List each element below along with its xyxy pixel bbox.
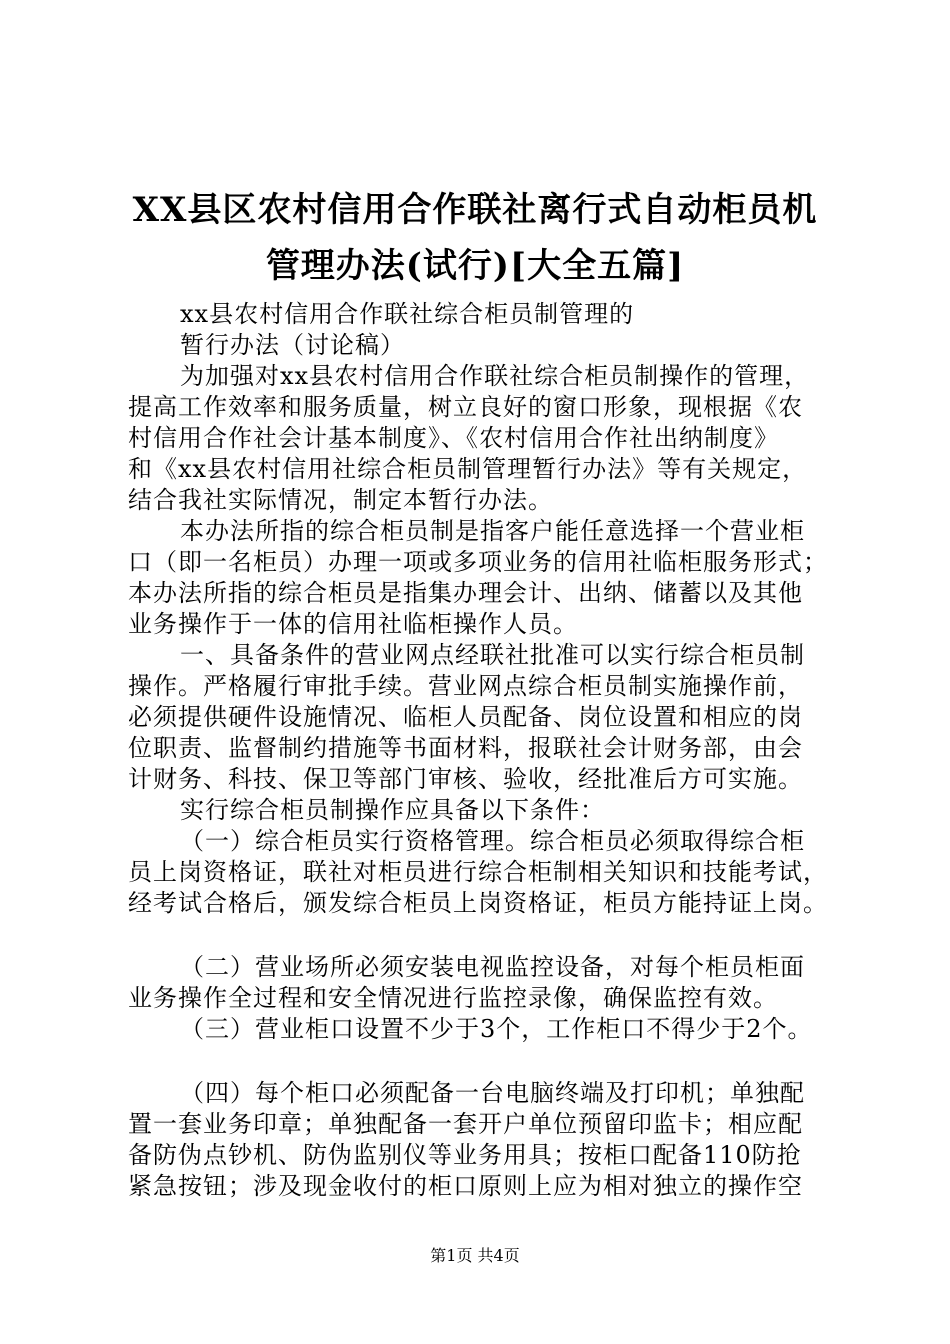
paragraph-line: （二）营业场所必须安装电视监控设备，对每个柜员柜面 <box>180 953 805 981</box>
document-title-line-2: 管理办法(试行)[大全五篇] <box>265 246 685 286</box>
paragraph-spacer <box>128 919 838 952</box>
paragraph-line: 和《xx县农村信用社综合柜员制管理暂行办法》等有关规定， <box>128 455 808 483</box>
paragraph-line: 本办法所指的综合柜员制是指客户能任意选择一个营业柜 <box>180 517 805 545</box>
document-title-line-1: XX县区农村信用合作联社离行式自动柜员机 <box>132 190 818 230</box>
paragraph-line: 员上岗资格证，联社对柜员进行综合柜制相关知识和技能考试， <box>128 858 828 886</box>
paragraph-line: 一、具备条件的营业网点经联社批准可以实行综合柜员制 <box>180 641 805 669</box>
paragraph-line: 业务操作全过程和安全情况进行监控录像，确保监控有效。 <box>128 984 778 1012</box>
paragraph-line: （三）营业柜口设置不少于3个，工作柜口不得少于2个。 <box>180 1015 813 1043</box>
paragraph-line: 经考试合格后，颁发综合柜员上岗资格证，柜员方能持证上岗。 <box>128 889 828 917</box>
paragraph-line: 备防伪点钞机、防伪监别仪等业务用具；按柜口配备110防抢 <box>128 1141 802 1169</box>
paragraph-line: 置一套业务印章；单独配备一套开户单位预留印监卡；相应配 <box>128 1110 803 1138</box>
paragraph-line: 村信用合作社会计基本制度》、《农村信用合作社出纳制度》 <box>128 424 779 452</box>
paragraph-line: 实行综合柜员制操作应具备以下条件： <box>180 796 605 824</box>
page-number-footer: 第1页 共4页 <box>430 1246 520 1265</box>
paragraph-line: 计财务、科技、保卫等部门审核、验收，经批准后方可实施。 <box>128 765 803 793</box>
paragraph-line: 为加强对xx县农村信用合作联社综合柜员制操作的管理， <box>180 362 810 390</box>
paragraph-spacer <box>128 1045 838 1078</box>
paragraph-line: 业务操作于一体的信用社临柜操作人员。 <box>128 610 578 638</box>
paragraph-line: 紧急按钮；涉及现金收付的柜口原则上应为相对独立的操作空 <box>128 1172 803 1200</box>
subtitle-line-1: xx县农村信用合作联社综合柜员制管理的 <box>180 300 635 328</box>
paragraph-line: 必须提供硬件设施情况、临柜人员配备、岗位设置和相应的岗 <box>128 703 803 731</box>
paragraph-line: 结合我社实际情况，制定本暂行办法。 <box>128 486 553 514</box>
paragraph-line: 口（即一名柜员）办理一项或多项业务的信用社临柜服务形式； <box>128 548 828 576</box>
paragraph-line: 提高工作效率和服务质量，树立良好的窗口形象，现根据《农 <box>128 393 803 421</box>
paragraph-line: （一）综合柜员实行资格管理。综合柜员必须取得综合柜 <box>180 827 805 855</box>
paragraph-line: 位职责、监督制约措施等书面材料，报联社会计财务部，由会 <box>128 734 803 762</box>
paragraph-line: （四）每个柜口必须配备一台电脑终端及打印机；单独配 <box>180 1079 805 1107</box>
paragraph-line: 操作。严格履行审批手续。营业网点综合柜员制实施操作前， <box>128 672 803 700</box>
subtitle-line-2: 暂行办法（讨论稿） <box>180 331 405 359</box>
document-body <box>128 299 838 1202</box>
paragraph-line: 本办法所指的综合柜员是指集办理会计、出纳、储蓄以及其他 <box>128 579 803 607</box>
